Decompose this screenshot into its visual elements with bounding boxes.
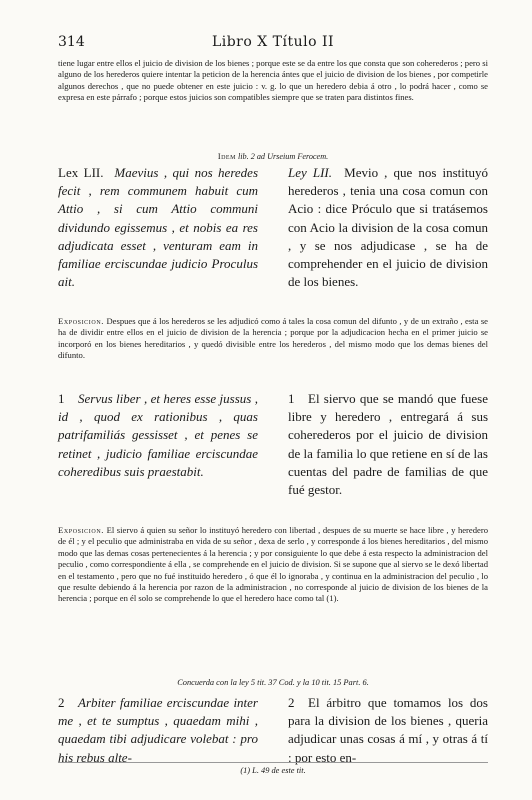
footnote: (1) L. 49 de este tit.: [240, 766, 306, 775]
paragraph-1-columns: [58, 390, 488, 499]
running-title: Libro X Título II: [211, 34, 335, 50]
ley-label: Ley LII.: [288, 165, 332, 180]
page-number: 314: [58, 34, 85, 50]
latin-column: [58, 390, 258, 499]
exposicion-2: [58, 525, 488, 605]
exposicion-label: Exposicion.: [58, 525, 105, 535]
exposicion-text: El siervo á quien su señor lo instituyó heredero con libertad , despues de su muerte se hace libre , y heredero de él ; y el peculio que administraba en vida de su señor , dexa de serlo , y corresponde á los bienes hereditarios , del mismo modo que las demas cosas pertenecientes á la herencia ; y por consiguiente lo que debe á esta respecto la administracion del peculio , como correspondiente á ella , se comprehende en el juicio de division. Si se supone que al siervo se le dexó libertad en el testamento , pero que no fué instituido heredero , ó que él lo ignoraba , y continua en la administracion del peculio , lo que resulte debiendo á la herencia por razon de la administracion , no corresponde al juicio de division de los bienes de la herencia ; porque en él solo se comprehende lo que el heredero hace como tal (1).: [58, 525, 488, 604]
spanish-text: El siervo que se mandó que fuese libre y heredero , entregará á sus coherederos por el juicio de division de la familia lo que retiene en sí de las cuentas del padre de familias de que fué gestor.: [288, 391, 488, 498]
source-author: Idem: [217, 152, 236, 161]
paragraph-number: 2: [288, 695, 295, 710]
law-52-columns: [58, 164, 488, 291]
paragraph-number: 1: [58, 391, 65, 406]
paragraph-2-columns: [58, 694, 488, 767]
exposicion-text: Despues que á los herederos se les adjudicó como á tales la cosa comun del difunto , y de un extraño , esta se ha de dividir entre ellos en el juicio de division de la herencia ; porque por la adjudicacion hecha en el primer juicio se incorporó en los bienes hereditarios , y quedó divisible entre los herederos , del mismo modo que los demas bienes del difunto.: [58, 316, 488, 361]
paragraph-number: 1: [288, 391, 295, 406]
spanish-text: El árbitro que tomamos los dos para la division de los bienes , queria adjudicar unas cosas á mí , y otras á tí : por esto en-: [288, 695, 488, 765]
concordance-note: Concuerda con la ley 5 tit. 37 Cod. y la 10 tit. 15 Part. 6.: [177, 678, 369, 687]
intro-paragraph: tiene lugar entre ellos el juicio de division de los bienes ; porque este se da entre los que consta que son coherederos ; pero si alguno de los herederos quiere intentar la peticion de la herencia ántes que el juicio de division de los bienes , por competirle algunos derechos , que no puede obtener en este juicio : v. g. lo que un heredero debia á otro , lo podrá hacer , como se expresa en este párrafo ; porque estos juicios son compatibles siempre que se traten para distintos fines.: [58, 58, 488, 103]
paragraph-number: 2: [58, 695, 65, 710]
spanish-column: [288, 694, 488, 767]
lex-label: Lex LII.: [58, 165, 104, 180]
latin-text: Arbiter familiae erciscundae inter me , et te sumptus , quaedam mihi , quaedam tibi adjudicare volebat : pro his rebus alte-: [58, 695, 258, 765]
latin-column: [58, 694, 258, 767]
latin-text: Maevius , qui nos heredes fecit , rem communem habuit cum Attio , si cum Attio communi dividundo egissemus , et nobis ea res adjudicata esset , venturam eam in familiae erciscundae judicio Proculus ait.: [58, 165, 259, 290]
source-citation: lib. 2 ad Urseium Ferocem.: [237, 152, 329, 161]
spanish-column: [288, 390, 488, 499]
footnote-rule: [58, 762, 488, 763]
spanish-column: [288, 164, 488, 291]
source-reference: [58, 151, 488, 162]
spanish-text: Mevio , que nos instituyó herederos , tenia una cosa comun con Acio : dice Próculo que si tratásemos con Acio la division de la cosa comun , y se nos adjudicase , se ha de comprehender en el juicio de division de los bienes.: [288, 165, 488, 290]
page-header: [58, 34, 488, 54]
exposicion-label: Exposicion.: [58, 316, 105, 326]
latin-column: [58, 164, 258, 291]
exposicion-1: [58, 316, 488, 362]
latin-text: Servus liber , et heres esse jussus , id , quod ex rationibus , quas patrifamiliás gessisset , et penes se retinet , judicio familiae erciscundae coheredibus suis praestabit.: [58, 391, 258, 479]
